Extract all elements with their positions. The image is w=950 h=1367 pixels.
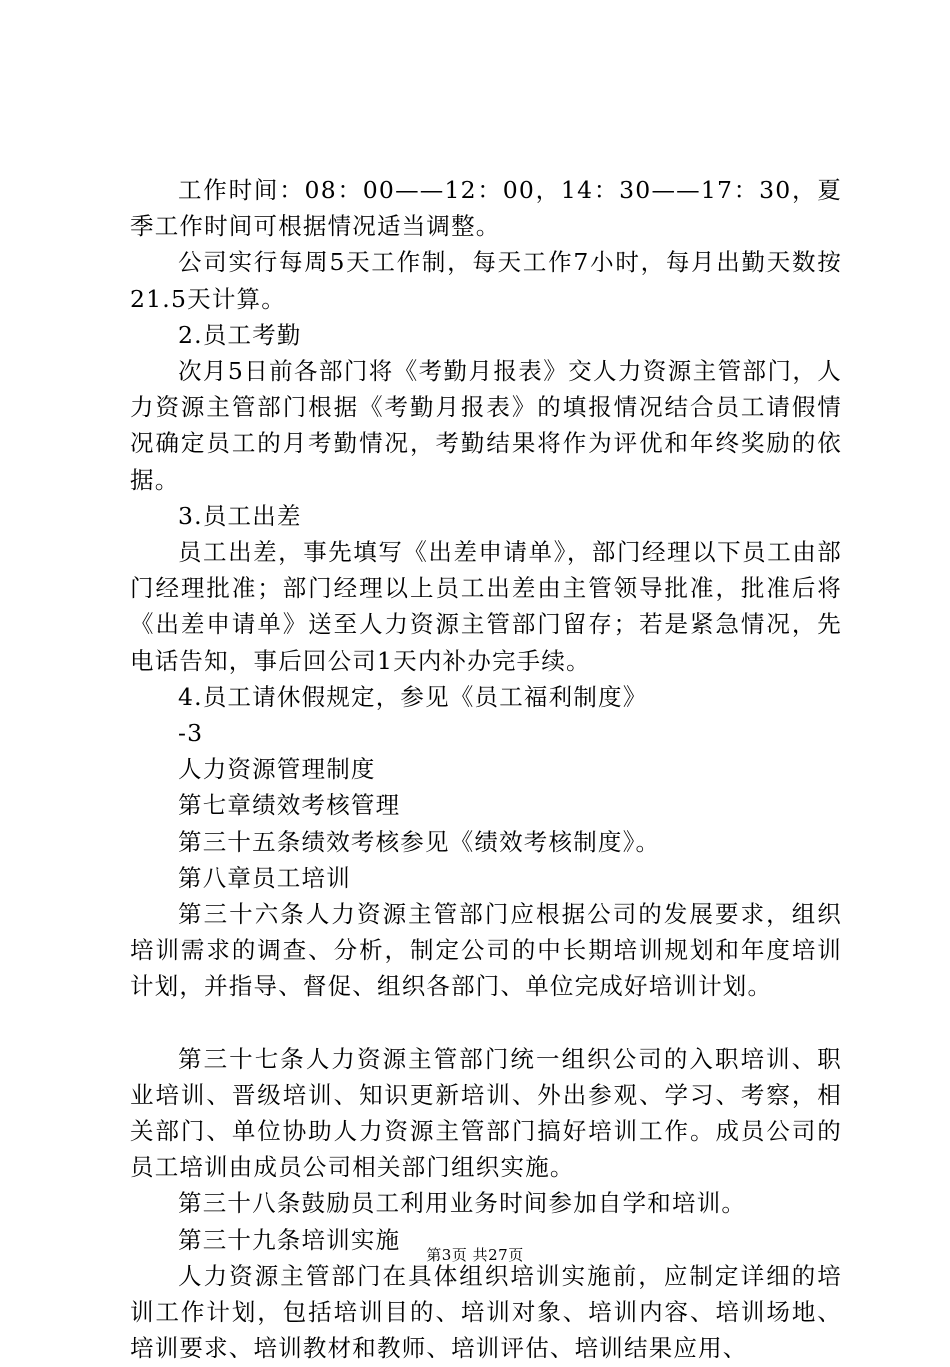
paragraph-training-plan: 人力资源主管部门在具体组织培训实施前，应制定详细的培训工作计划，包括培训目的、培训对象、培训内容、培训场地、培训要求、培训教材和教师、培训评估、培训结果应用、 xyxy=(130,1261,842,1363)
heading-business-trip: 3.员工出差 xyxy=(178,501,302,530)
paragraph-attendance: 次月5日前各部门将《考勤月报表》交人力资源主管部门，人力资源主管部门根据《考勤月报表》的填报情况结合员工请假情况确定员工的月考勤情况，考勤结果将作为评优和年终奖励的依据。 xyxy=(130,357,842,494)
paragraph-leave-rules: 4.员工请休假规定，参见《员工福利制度》 xyxy=(178,682,648,711)
page-footer: 第3页 共27页 xyxy=(426,1246,524,1264)
article-39-heading: 第三十九条培训实施 xyxy=(178,1225,401,1254)
paragraph-work-hours: 工作时间：08：00——12：00，14：30——17：30，夏季工作时间可根据情况适当调整。 xyxy=(130,176,842,241)
document-title: 人力资源管理制度 xyxy=(178,755,376,784)
chapter-heading-8: 第八章员工培训 xyxy=(178,863,351,892)
paragraph-business-trip: 员工出差，事先填写《出差申请单》，部门经理以下员工由部门经理批准；部门经理以上员工出差由主管领导批准，批准后将《出差申请单》送至人力资源主管部门留存；若是紧急情况，先电话告知，事后回公司1天内补办完手续。 xyxy=(130,538,842,675)
article-36: 第三十六条人力资源主管部门应根据公司的发展要求，组织培训需求的调查、分析，制定公司的中长期培训规划和年度培训计划，并指导、督促、组织各部门、单位完成好培训计划。 xyxy=(130,900,842,1001)
article-38: 第三十八条鼓励员工利用业务时间参加自学和培训。 xyxy=(178,1189,747,1218)
heading-attendance: 2.员工考勤 xyxy=(178,320,302,349)
page-marker: -3 xyxy=(178,719,204,748)
article-37: 第三十七条人力资源主管部门统一组织公司的入职培训、职业培训、晋级培训、知识更新培训、外出参观、学习、考察，相关部门、单位协助人力资源主管部门搞好培训工作。成员公司的员工培训由成员公司相关部门组织实施。 xyxy=(130,1044,842,1182)
paragraph-work-week: 公司实行每周5天工作制，每天工作7小时，每月出勤天数按21.5天计算。 xyxy=(130,248,842,313)
article-35: 第三十五条绩效考核参见《绩效考核制度》。 xyxy=(178,827,661,856)
chapter-heading-7: 第七章绩效考核管理 xyxy=(178,791,401,820)
document-body xyxy=(130,172,842,1367)
